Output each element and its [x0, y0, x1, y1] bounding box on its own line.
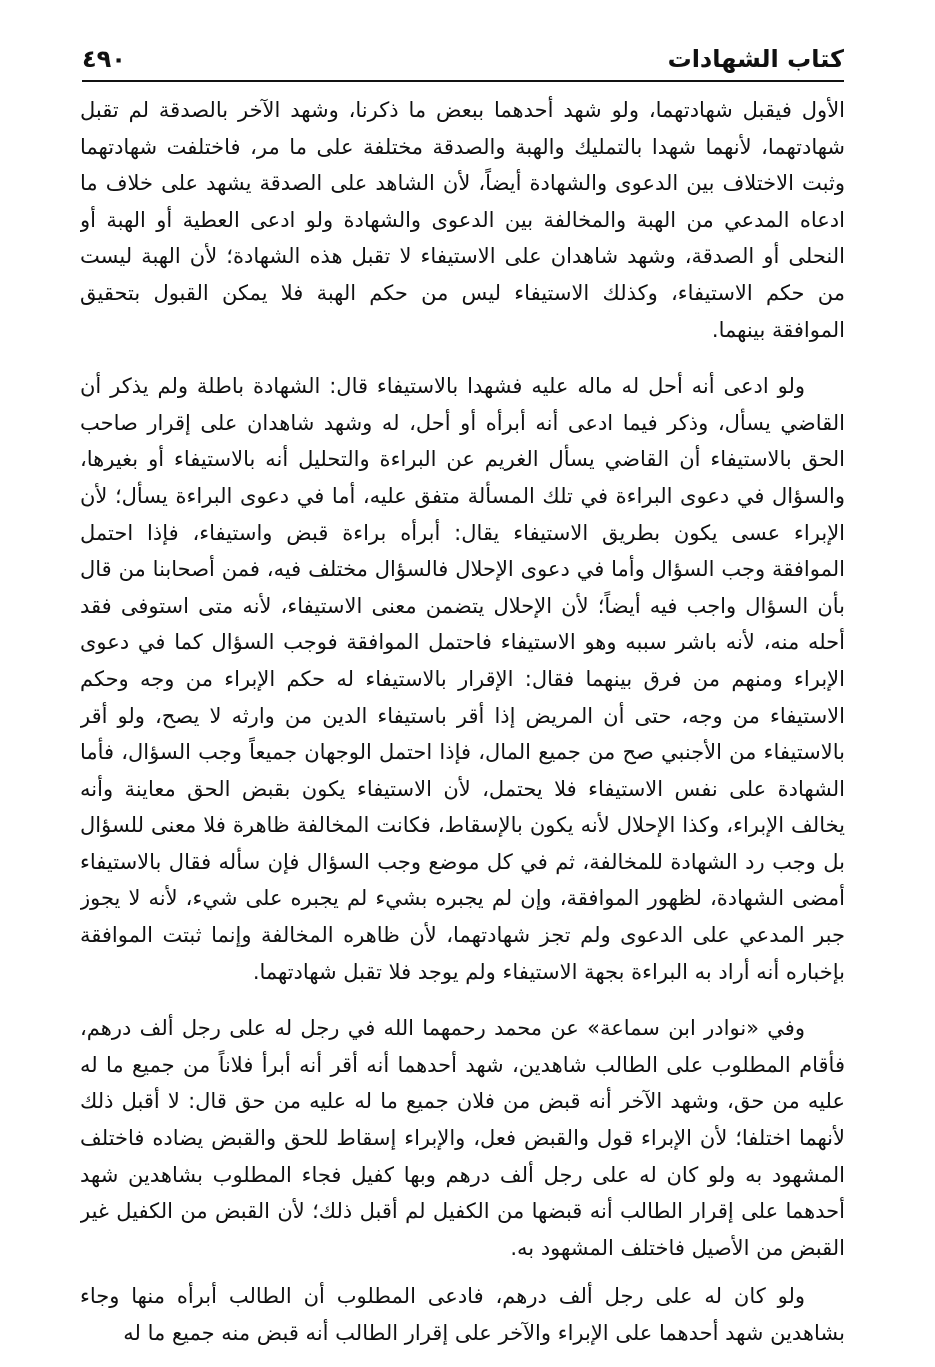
paragraph-gap — [80, 990, 845, 1010]
page-number: ٤٩٠ — [82, 45, 126, 73]
paragraph: ولو كان له على رجل ألف درهم، فادعى المطلوب أن الطالب أبرأه منها وجاء بشاهدين شهد أحدهما على الإبراء والآخر على إقرار الطالب أنه قبض منه جميع ما له — [80, 1284, 845, 1345]
header-divider — [82, 80, 844, 82]
chapter-title: كتاب الشهادات — [667, 45, 844, 73]
paragraph-gap — [80, 1266, 845, 1278]
page-header — [82, 38, 844, 82]
paragraph: ولو ادعى أنه أحل له ماله عليه فشهدا بالاستيفاء قال: الشهادة باطلة ولم يذكر أن القاضي يسأل، وذكر فيما ادعى أنه أبرأه أو أحل، له وشهد شاهدان على إقرار صاحب الحق بالاستيفاء أن القاضي يسأل الغريم عن البراءة والتحليل أنه بالاستيفاء أو بغيرها، والسؤال في دعوى البراءة في تلك المسألة متفق عليه، أما في دعوى البراءة يسأل؛ لأن الإبراء عسى يكون بطريق الاستيفاء يقال: أبرأه براءة قبض واستيفاء، فإذا احتمل الموافقة وجب السؤال وأما في دعوى الإحلال فالسؤال مختلف فيه، فمن أصحابنا من قال بأن السؤال واجب فيه أيضاً؛ لأن الإحلال يتضمن معنى الاستيفاء، لأنه متى استوفى فقد أحله منه، لأنه باشر سببه وهو الاستيفاء فاحتمل الموافقة فوجب السؤال كما في دعوى الإبراء ومنهم من فرق بينهما فقال: الإقرار بالاستيفاء له حكم الإبراء من وجه وحكم الاستيفاء من وجه، حتى أن المريض إذا أقر باستيفاء الدين من وارثه لا يصح، ولو أقر بالاستيفاء من الأجنبي صح من جميع المال، فإذا احتمل الوجهان جميعاً وجب السؤال، فأما الشهادة على نفس الاستيفاء فلا يحتمل، لأن الاستيفاء يكون بقبض الحق معاينة وأنه يخالف الإبراء، وكذا الإحلال لأنه يكون بالإسقاط، فكانت المخالفة ظاهرة فلا معنى للسؤال بل وجب رد الشهادة للمخالفة، ثم في كل موضع وجب السؤال فإن سأله فقال بالاستيفاء أمضى الشهادة، لظهور الموافقة، وإن لم يجبره بشيء لم يجبره على شيء، لأنه لا يجوز جبر المدعي على الدعوى ولم تجز شهادتهما، لأن ظاهره المخالفة وإنما ثبتت الموافقة بإخباره أنه أراد به البراءة بجهة الاستيفاء ولم يوجد فلا تقبل شهادتهما. — [80, 374, 845, 984]
paragraph-gap — [80, 348, 845, 368]
paragraph: وفي «نوادر ابن سماعة» عن محمد رحمهما الله في رجل له على رجل ألف درهم، فأقام المطلوب على الطالب شاهدين، شهد أحدهما أنه أقر أنه أبرأ فلاناً من جميع ما له عليه من حق، وشهد الآخر أنه قبض من فلان جميع ما له عليه من حق قال: لا أقبل ذلك لأنهما اختلفا؛ لأن الإبراء قول والقبض فعل، والإبراء إسقاط للحق والقبض يضاده فاختلف المشهود به ولو كان له على رجل ألف درهم وبها كفيل فجاء المطلوب بشاهدين شهد أحدهما على إقرار الطالب أنه قبضها من الكفيل لم أقبل ذلك؛ لأن القبض من الكفيل غير القبض من الأصيل فاختلف المشهود به. — [80, 1016, 845, 1260]
paragraph: الأول فيقبل شهادتهما، ولو شهد أحدهما ببعض ما ذكرنا، وشهد الآخر بالصدقة لم تقبل شهادتهما، لأنهما شهدا بالتمليك والهبة والصدقة مختلفة على ما مر، فاختلفت شهادتهما وثبت الاختلاف بين الدعوى والشهادة أيضاً، لأن الشاهد على الصدقة يشهد على خلاف ما ادعاه المدعي من الهبة والمخالفة بين الدعوى والشهادة ولو ادعى العطية أو الهبة أو النحلى أو الصدقة، وشهد شاهدان على الاستيفاء لا تقبل هذه الشهادة؛ لأن الهبة ليست من حكم الاستيفاء، وكذلك الاستيفاء ليس من حكم الهبة فلا يمكن القبول بتحقيق الموافقة بينهما. — [80, 98, 845, 342]
page-body — [80, 92, 845, 1352]
